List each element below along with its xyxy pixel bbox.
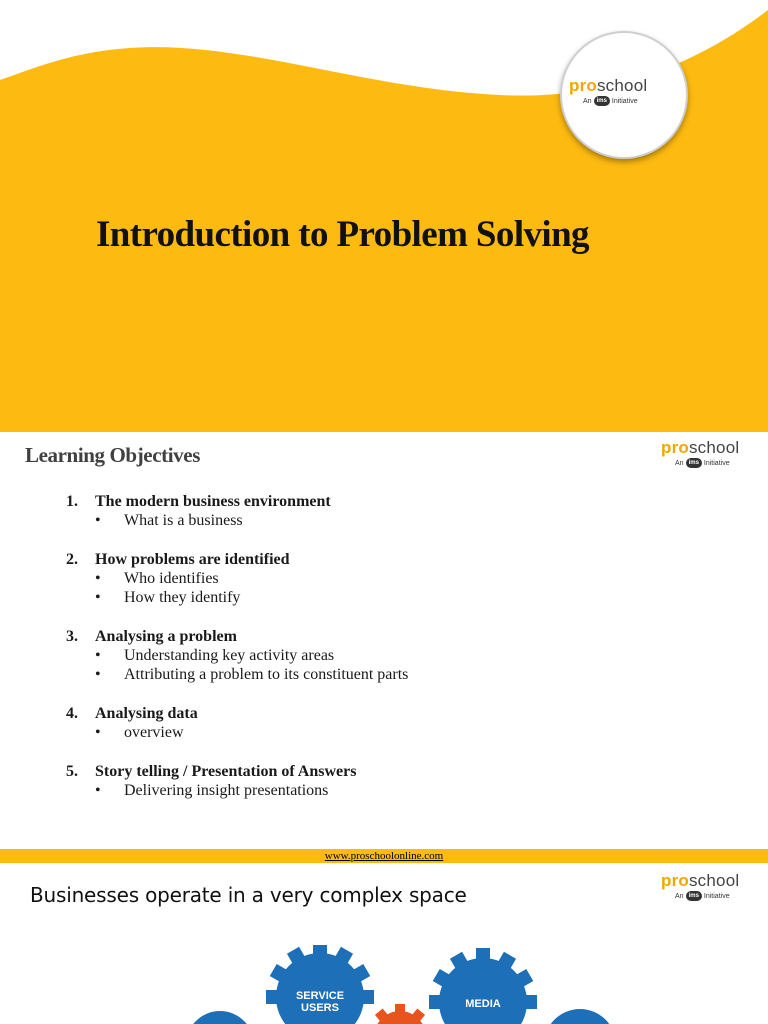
proschool-logo: proschool An ims Initiative (661, 871, 740, 900)
sub-item: • How they identify (95, 589, 241, 606)
sub-item: • overview (95, 724, 184, 741)
sub-item: • Who identifies (95, 570, 219, 587)
ims-mark: ims (686, 458, 702, 468)
title-slide (0, 0, 768, 432)
proschool-logo: proschool An ims Initiative (569, 76, 648, 105)
objective-item: 2. How problems are identified • Who identifies • How they identify (66, 550, 666, 607)
objective-item: 4. Analysing data • overview (66, 704, 666, 742)
objective-item: 5. Story telling / Presentation of Answers • Delivering insight presentations (66, 762, 666, 800)
objective-item: 3. Analysing a problem • Understanding key activity areas • Attributing a problem to its constituent parts (66, 627, 666, 684)
complex-space-heading: Businesses operate in a very complex space (30, 883, 467, 907)
ims-mark: ims (686, 891, 702, 901)
business-gears-illustration (160, 945, 620, 1024)
slide-title: Introduction to Problem Solving (96, 214, 589, 255)
sub-item: • What is a business (95, 512, 243, 529)
sub-item: • Attributing a problem to its constituent parts (95, 666, 409, 683)
sub-item: • Delivering insight presentations (95, 782, 329, 799)
website-link[interactable]: www.proschoolonline.com (324, 850, 444, 862)
proschool-logo: proschool An ims Initiative (661, 438, 740, 467)
objective-item: 1. The modern business environment • What is a business (66, 492, 666, 530)
gear-label-media: MEDIA (465, 998, 501, 1010)
ims-mark: ims (594, 96, 610, 106)
sub-item: • Understanding key activity areas (95, 647, 335, 664)
gear-label-service-users: SERVICE USERS (295, 990, 345, 1014)
objectives-list (66, 492, 666, 820)
learning-objectives-heading: Learning Objectives (25, 443, 200, 467)
